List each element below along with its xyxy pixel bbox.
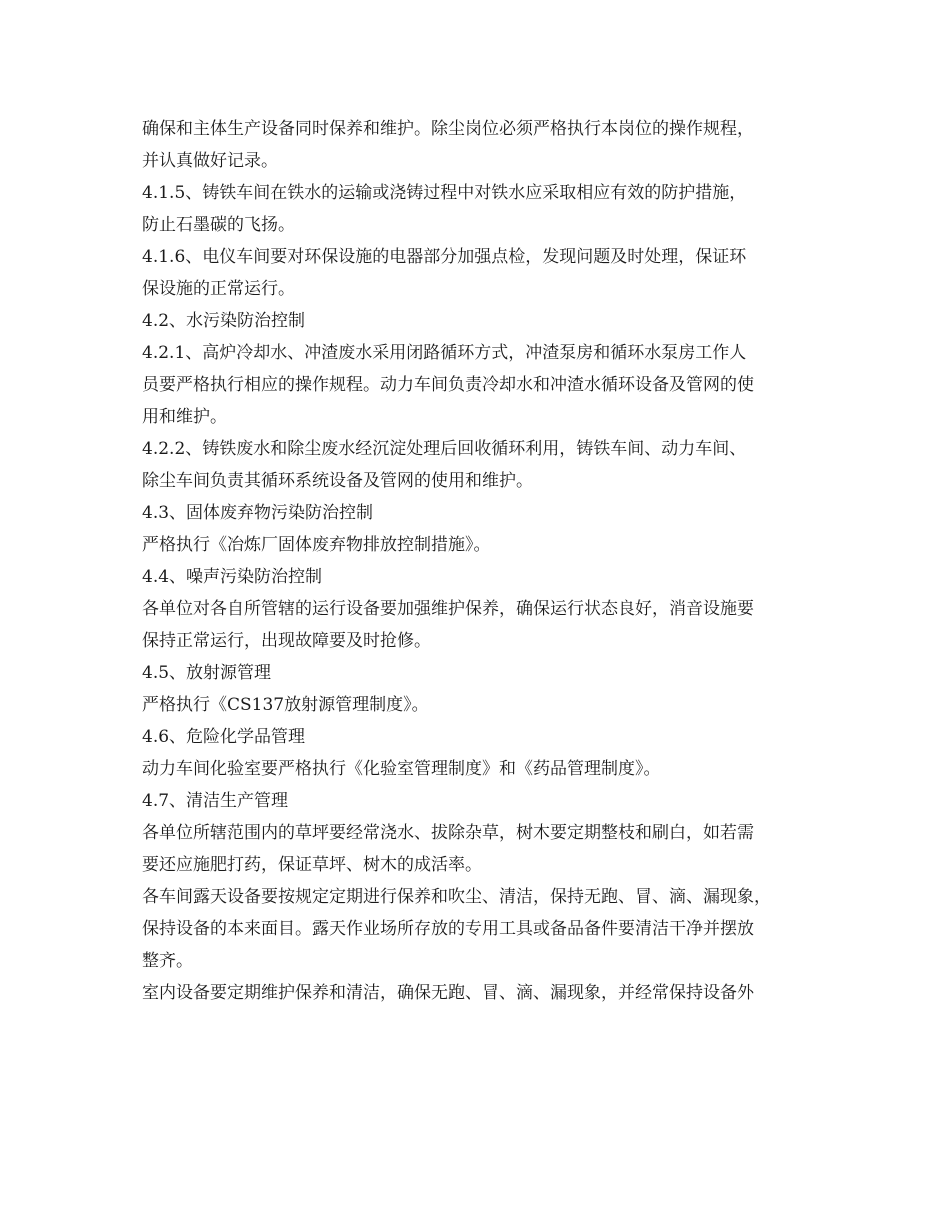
paragraph [142,177,842,241]
text-line: 除尘车间负责其循环系统设备及管网的使用和维护。 [142,471,533,491]
paragraph [142,977,842,1009]
section-heading [142,305,842,337]
text-line: 4.1.6、电仪车间要对环保设施的电器部分加强点检，发现问题及时处理，保证环 [142,247,747,267]
text-line: 员要严格执行相应的操作规程。动力车间负责冷却水和冲渣水循环设备及管网的使 [142,375,754,395]
text-line: 4.2、水污染防治控制 [142,311,306,331]
text-line: 保持设备的本来面目。露天作业场所存放的专用工具或备品备件要清洁干净并摆放 [142,919,754,939]
paragraph [142,241,842,305]
text-line: 各车间露天设备要按规定定期进行保养和吹尘、清洁，保持无跑、冒、滴、漏现象， [142,887,771,907]
paragraph [142,689,842,721]
section-heading [142,497,842,529]
section-heading [142,561,842,593]
text-line: 防止石墨碳的飞扬。 [142,215,295,235]
paragraph [142,881,842,977]
section-heading [142,657,842,689]
text-line: 用和维护。 [142,407,227,427]
text-line: 确保和主体生产设备同时保养和维护。除尘岗位必须严格执行本岗位的操作规程， [142,119,754,139]
text-line: 整齐。 [142,951,193,971]
paragraph [142,529,842,561]
paragraph [142,113,842,177]
paragraph [142,593,842,657]
paragraph [142,337,842,433]
text-line: 4.7、清洁生产管理 [142,791,289,811]
text-line: 并认真做好记录。 [142,151,278,171]
text-line: 保持正常运行，出现故障要及时抢修。 [142,631,431,651]
document-body [142,113,842,1009]
text-line: 各单位所辖范围内的草坪要经常浇水、拔除杂草，树木要定期整枝和刷白，如若需 [142,823,754,843]
text-line: 各单位对各自所管辖的运行设备要加强维护保养，确保运行状态良好，消音设施要 [142,599,754,619]
section-heading [142,785,842,817]
text-line: 4.4、噪声污染防治控制 [142,567,323,587]
text-line: 要还应施肥打药，保证草坪、树木的成活率。 [142,855,482,875]
text-line: 保设施的正常运行。 [142,279,295,299]
paragraph [142,433,842,497]
paragraph [142,753,842,785]
text-line: 严格执行《冶炼厂固体废弃物排放控制措施》。 [142,535,491,555]
text-line: 4.3、固体废弃物污染防治控制 [142,503,374,523]
paragraph [142,817,842,881]
text-line: 4.5、放射源管理 [142,663,272,683]
text-line: 室内设备要定期维护保养和清洁，确保无跑、冒、滴、漏现象，并经常保持设备外 [142,983,754,1003]
text-line: 4.6、危险化学品管理 [142,727,306,747]
text-line: 严格执行《CS137放射源管理制度》。 [142,695,429,715]
section-heading [142,721,842,753]
text-line: 4.2.1、高炉冷却水、冲渣废水采用闭路循环方式，冲渣泵房和循环水泵房工作人 [142,343,747,363]
text-line: 4.1.5、铸铁车间在铁水的运输或浇铸过程中对铁水应采取相应有效的防护措施， [142,183,747,203]
text-line: 动力车间化验室要严格执行《化验室管理制度》和《药品管理制度》。 [142,759,661,779]
text-line: 4.2.2、铸铁废水和除尘废水经沉淀处理后回收循环利用，铸铁车间、动力车间、 [142,439,747,459]
